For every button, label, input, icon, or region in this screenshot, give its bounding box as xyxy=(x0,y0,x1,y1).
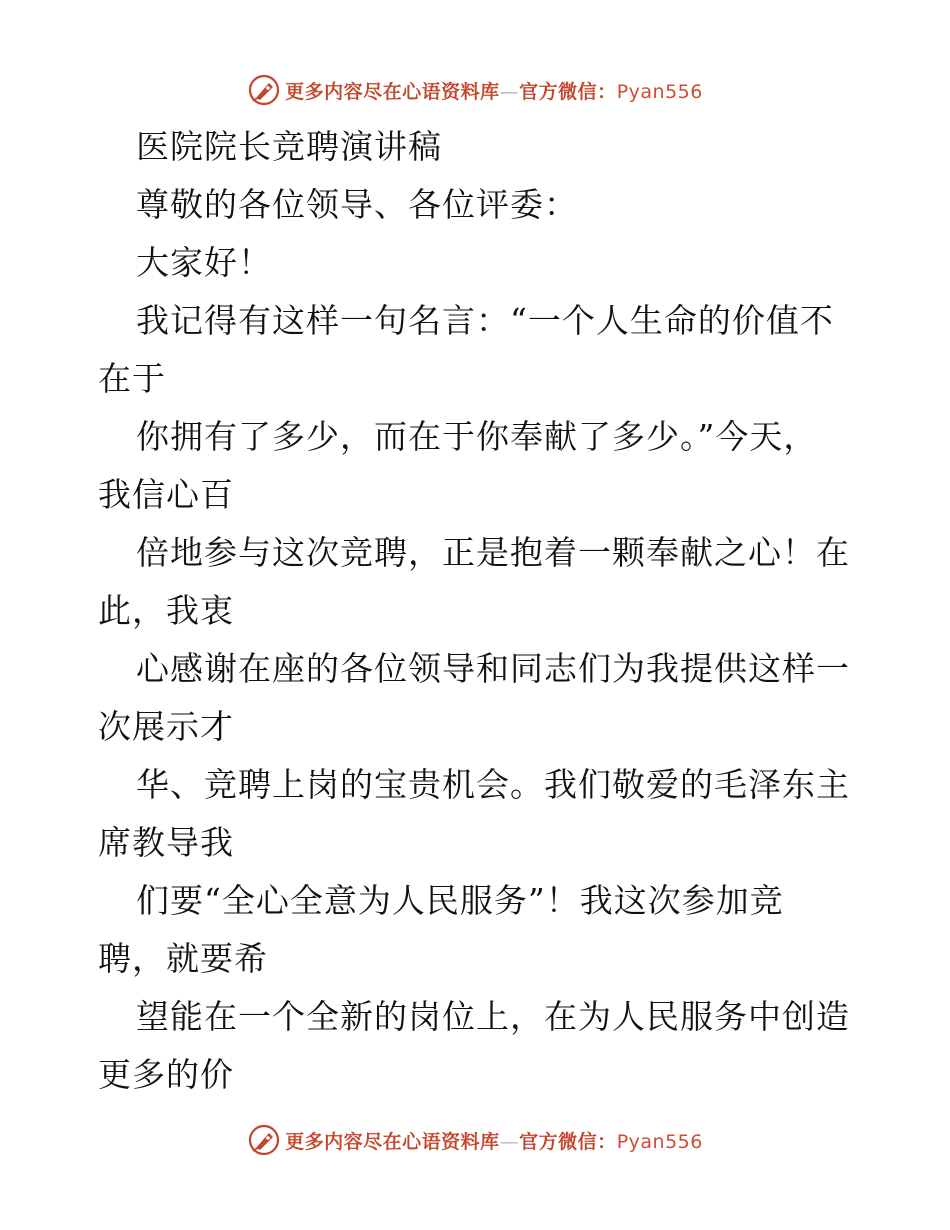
header-banner xyxy=(0,72,950,108)
pen-nib-circle-icon xyxy=(247,1123,281,1157)
paragraph-line: 你拥有了多少，而在于你奉献了多少。”今天， xyxy=(136,417,818,456)
footer-banner-site: 更多内容尽在心语资料库 xyxy=(285,1130,500,1153)
paragraph-line: 们要“全心全意为人民服务”！我这次参加竞 xyxy=(136,881,784,920)
header-banner-text xyxy=(285,77,703,104)
footer-banner-wechat-id: Pyan556 xyxy=(616,1130,703,1153)
pen-nib-circle-icon xyxy=(247,73,281,107)
document-title: 医院院长竞聘演讲稿 xyxy=(136,127,442,166)
footer-banner-dash: — xyxy=(499,1130,520,1153)
header-banner-wechat-id: Pyan556 xyxy=(616,80,703,103)
header-banner-dash: — xyxy=(499,80,520,103)
paragraph-line: 望能在一个全新的岗位上，在为人民服务中创造 xyxy=(136,997,850,1036)
paragraph-line: 倍地参与这次竞聘，正是抱着一颗奉献之心！在 xyxy=(136,533,850,572)
footer-banner-wechat-label: 官方微信： xyxy=(519,1130,617,1153)
header-banner-wechat-label: 官方微信： xyxy=(519,80,617,103)
greeting: 大家好！ xyxy=(136,243,272,282)
salutation: 尊敬的各位领导、各位评委： xyxy=(136,185,578,224)
paragraph-line: 我信心百 xyxy=(98,475,234,514)
footer-banner-text xyxy=(285,1127,703,1154)
paragraph-line: 席教导我 xyxy=(98,823,234,862)
paragraph-line: 更多的价 xyxy=(98,1055,234,1094)
paragraph-line: 聘，就要希 xyxy=(98,939,268,978)
footer-banner xyxy=(0,1122,950,1158)
paragraph-line: 心感谢在座的各位领导和同志们为我提供这样一 xyxy=(136,649,850,688)
paragraph-line: 我记得有这样一句名言：“一个人生命的价值不 xyxy=(136,301,834,340)
paragraph-line: 在于 xyxy=(98,359,166,398)
header-banner-site: 更多内容尽在心语资料库 xyxy=(285,80,500,103)
paragraph-line: 华、竞聘上岗的宝贵机会。我们敬爱的毛泽东主 xyxy=(136,765,850,804)
document-body xyxy=(98,118,858,1104)
paragraph-line: 次展示才 xyxy=(98,707,234,746)
paragraph-line: 此，我衷 xyxy=(98,591,234,630)
